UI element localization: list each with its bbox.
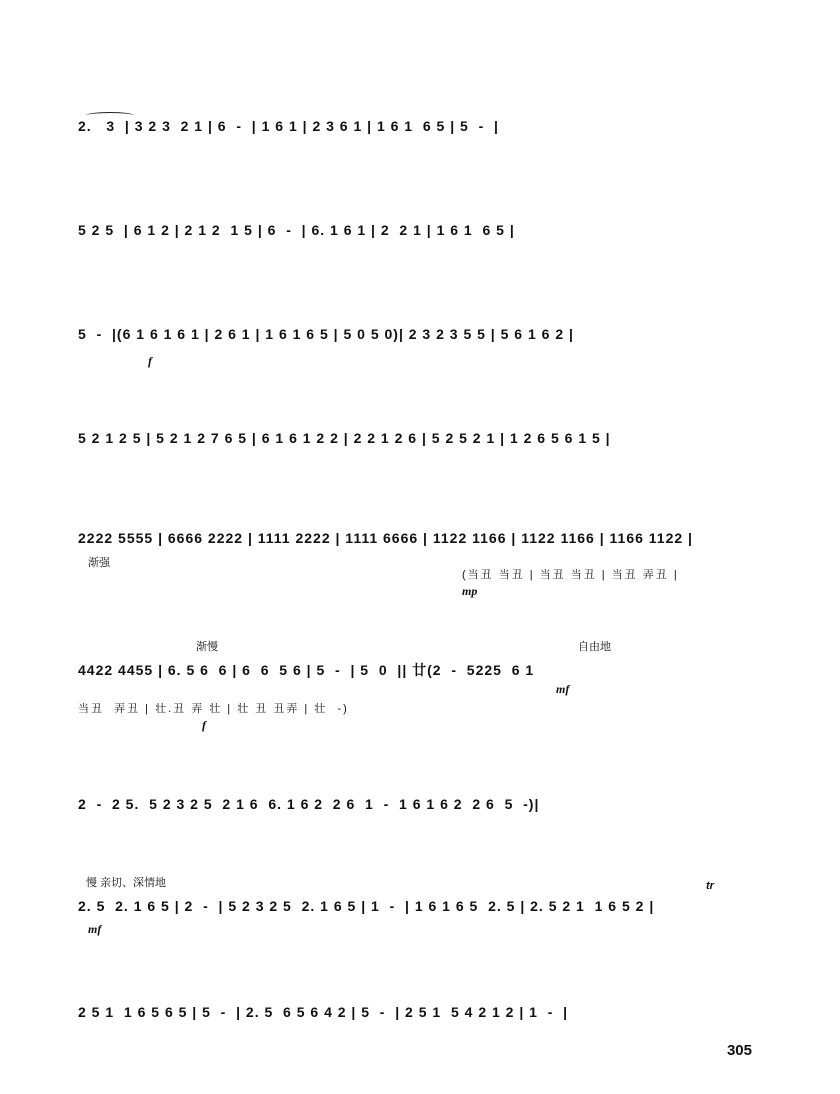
notation-line: 2. 3 | 3 2 3 2 1 | 6 - | 1 6 1 | 2 3 6 1 | 1 6 1 6 5 | 5 - |: [78, 118, 499, 134]
annotation-trill: tr: [706, 880, 714, 892]
notation-line: 2 5 1 1 6 5 6 5 | 5 - | 2. 5 6 5 6 4 2 | 5 - | 2 5 1 5 4 2 1 2 | 1 - |: [78, 1004, 569, 1020]
annotation-tempo: 慢 亲切、深情地: [86, 877, 167, 889]
score-row-8: [78, 877, 758, 942]
annotation-ritardando: 渐慢: [196, 641, 218, 653]
slur-mark: [86, 112, 134, 119]
notation-line: 2 - 2 5. 5 2 3 2 5 2 1 6 6. 1 6 2 2 6 1 - 1 6 1 6 2 2 6 5 -)|: [78, 796, 540, 812]
notation-line: 4422 4455 | 6. 5 6 6 | 6 6 5 6 | 5 - | 5 0 || 廿(2 - 5225 6 1: [78, 662, 535, 678]
score-row-1: [78, 118, 758, 162]
notation-line: 2222 5555 | 6666 2222 | 1111 2222 | 1111 6666 | 1122 1166 | 1122 1166 | 1166 1122 |: [78, 530, 693, 546]
dynamic-mark: f: [202, 718, 206, 732]
score-row-7: [78, 796, 758, 840]
score-row-2: [78, 222, 758, 266]
percussion-line: 当丑 弄丑 | 壮.丑 弄 壮 | 壮 丑 丑弄 | 壮 -): [78, 703, 349, 715]
dynamic-mark: f: [148, 354, 152, 368]
score-row-9: [78, 1004, 758, 1048]
dynamic-mark: mf: [556, 682, 570, 696]
dynamic-mark: mf: [88, 922, 102, 936]
score-row-6: [78, 641, 758, 732]
notation-line: 5 - |(6 1 6 1 6 1 | 2 6 1 | 1 6 1 6 5 | 5 0 5 0)| 2 3 2 3 5 5 | 5 6 1 6 2 |: [78, 326, 574, 342]
notation-line: 2. 5 2. 1 6 5 | 2 - | 5 2 3 2 5 2. 1 6 5 | 1 - | 1 6 1 6 5 2. 5 | 2. 5 2 1 1 6 5 2 |: [78, 898, 655, 914]
dynamic-mark: mp: [462, 584, 478, 598]
page-number: 305: [726, 1042, 752, 1059]
notation-line: 5 2 1 2 5 | 5 2 1 2 7 6 5 | 6 1 6 1 2 2 | 2 2 1 2 6 | 5 2 5 2 1 | 1 2 6 5 6 1 5 |: [78, 430, 611, 446]
score-row-5: [78, 530, 758, 598]
annotation-freely: 自由地: [578, 641, 611, 653]
notation-line: 5 2 5 | 6 1 2 | 2 1 2 1 5 | 6 - | 6. 1 6 1 | 2 2 1 | 1 6 1 6 5 |: [78, 222, 515, 238]
annotation-crescendo: 渐强: [88, 557, 110, 569]
score-row-4: [78, 430, 758, 474]
score-row-3: [78, 326, 758, 370]
percussion-line: (当丑 当丑 | 当丑 当丑 | 当丑 弄丑 |: [462, 569, 679, 581]
